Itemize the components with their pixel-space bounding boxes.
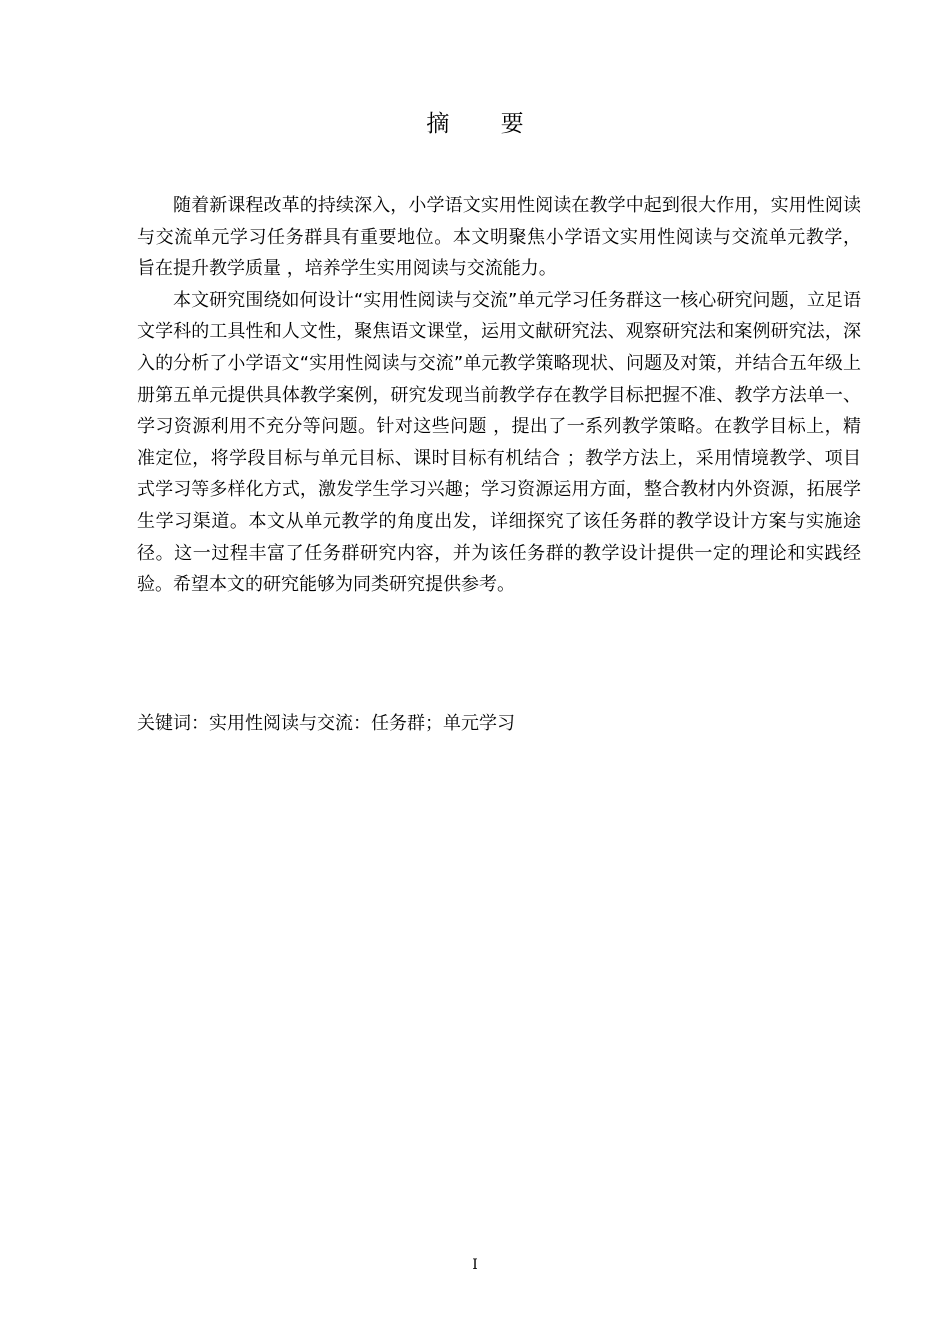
abstract-paragraph-1: 随着新课程改革的持续深入，小学语文实用性阅读在教学中起到很大作用，实用性阅读与交流单元学习任务群具有重要地位。本文明聚焦小学语文实用性阅读与交流单元教学， 旨在提升教学质量 ，培养学生实用阅读与交流能力。 xyxy=(137,195,861,280)
abstract-paragraph-2: 本文研究围绕如何设计“实用性阅读与交流”单元学习任务群这一核心研究问题，立足语文学科的工具性和人文性，聚焦语文课堂，运用文献研究法、观察研究法和案例研究法，深入的分析了小学语文“实用性阅读与交流”单元教学策略现状、问题及对策，并结合五年级上册第五单元提供具体教学案例，研究发现当前教学存在教学目标把握不准、教学方法单一、学习资源利用不充分等问题。针对这些问题 ，提出了一系列教学策略。在教学目标上，精准定位，将学段目标与单元目标、课时目标有机结合 ；教学方法上，采用情境教学、项目式学习等多样化方式，激发学生学习兴趣；学习资源运用方面，整合教材内外资源，拓展学生学习渠道。本文从单元教学的角度出发，详细探究了该任务群的教学设计方案与实施途径。这一过程丰富了任务群研究内容，并为该任务群的教学设计提供一定的理论和实践经验。希望本文的研究能够为同类研究提供参考。 xyxy=(137,289,861,596)
keywords-label: 关键词： xyxy=(137,713,209,734)
abstract-body xyxy=(137,190,861,601)
keywords-line xyxy=(137,708,861,739)
keywords-text: 实用性阅读与交流：任务群；单元学习 xyxy=(209,713,515,734)
page-number: I xyxy=(472,1257,478,1273)
page-title: 摘 要 xyxy=(426,111,546,137)
